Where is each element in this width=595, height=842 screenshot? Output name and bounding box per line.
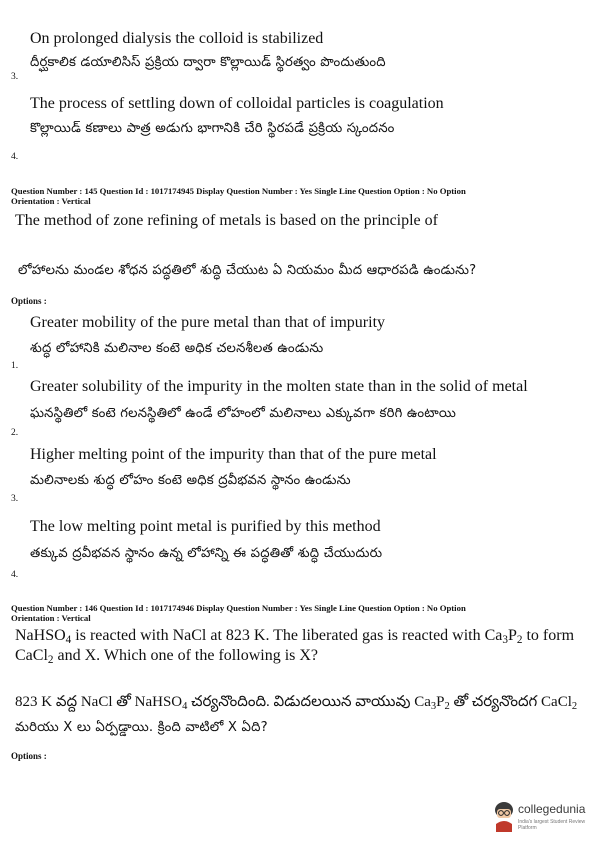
option-number: 3. <box>11 72 19 82</box>
logo-tagline: India's largest Student Review Platform <box>518 819 586 831</box>
collegedunia-logo <box>492 800 592 836</box>
question-text-telugu: లోహాలను మండల శోధన పద్ధతిలో శుద్ధి చేయుట ఏ నియమం మీద ఆధారపడి ఉండును? <box>18 263 477 278</box>
option-text-telugu: మలినాలకు శుద్ధ లోహం కంటె అధిక ద్రవీభవన స్థానం ఉండును <box>30 473 351 488</box>
question-text: NaHSO$_4$ is reacted with NaCl at 823 K. The liberated gas is reacted with $Ca_3P_2$ to form <box>15 627 575 646</box>
question-text: CaCl$_2$ and X. Which one of the following is X? <box>15 647 319 666</box>
question-text-telugu: మరియు X లు ఏర్పడ్డాయి. క్రింది వాటిలో X ఏది? <box>15 720 268 735</box>
options-label: Options : <box>11 296 47 306</box>
logo-name: collegedunia <box>518 802 586 816</box>
question-text: The method of zone refining of metals is based on the principle of <box>15 212 438 229</box>
option-number: 4. <box>11 152 19 162</box>
option-text: Greater solubility of the impurity in the molten state than in the solid of metal <box>30 378 528 395</box>
option-number: 4. <box>11 570 19 580</box>
option-text-telugu: శుద్ధ లోహానికి మలినాల కంటె అధిక చలనశీలత ఉండును <box>30 341 324 356</box>
question-text-telugu: 823 K వద్ద NaCl తో NaHSO$_4$ చర్యనొందింది. విడుదలయిన వాయువు $Ca_3P_2$ తో చర్యనొందగ CaCl$_2$ <box>15 694 578 712</box>
option-number: 2. <box>11 428 19 438</box>
options-label: Options : <box>11 751 47 761</box>
question-orientation: Orientation : Vertical <box>11 196 91 206</box>
option-text: Greater mobility of the pure metal than that of impurity <box>30 314 386 331</box>
option-text-telugu: ఘనస్థితిలో కంటె గలనస్థితిలో ఉండే లోహంలో మలినాలు ఎక్కువగా కరిగి ఉంటాయి <box>30 406 457 421</box>
question-meta: Question Number : 145 Question Id : 1017174945 Display Question Number : Yes Single Line Question Option : No Option <box>11 186 466 196</box>
question-meta: Question Number : 146 Question Id : 1017174946 Display Question Number : Yes Single Line Question Option : No Option <box>11 603 466 613</box>
option-text: On prolonged dialysis the colloid is stabilized <box>30 30 324 47</box>
mascot-icon <box>492 800 516 832</box>
option-number: 1. <box>11 361 19 371</box>
question-orientation: Orientation : Vertical <box>11 613 91 623</box>
option-text-telugu: దీర్ఘకాలిక డయాలిసిస్ ప్రక్రియ ద్వారా కొల్లాయిడ్ స్థిరత్వం పొందుతుంది <box>30 55 386 70</box>
option-text-telugu: కొల్లాయిడ్ కణాలు పాత్ర అడుగు భాగానికి చేరి స్థిరపడే ప్రక్రియ స్కందనం <box>30 121 395 136</box>
option-number: 3. <box>11 494 19 504</box>
option-text: The process of settling down of colloidal particles is coagulation <box>30 95 444 112</box>
option-text: The low melting point metal is purified by this method <box>30 518 381 535</box>
option-text: Higher melting point of the impurity than that of the pure metal <box>30 446 437 463</box>
option-text-telugu: తక్కువ ద్రవీభవన స్థానం ఉన్న లోహాన్ని ఈ పద్ధతితో శుద్ధి చేయుదురు <box>30 546 383 561</box>
